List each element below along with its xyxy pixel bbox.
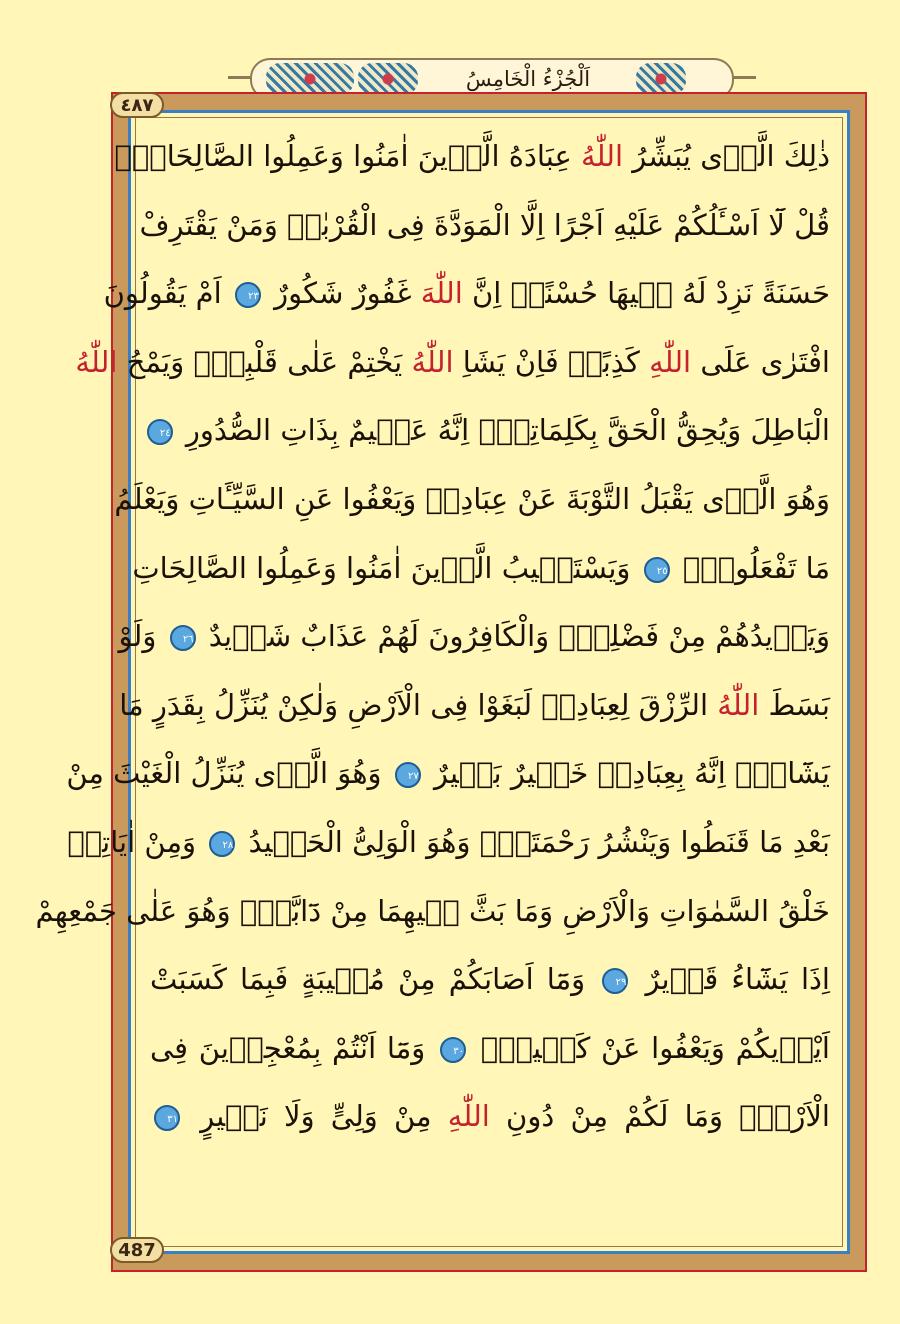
ayah-number-marker: ٣٠ (440, 1037, 466, 1063)
ayah-number-marker: ٢٥ (644, 557, 670, 583)
divine-name-text: اللّٰهُ (581, 139, 624, 173)
verse-line (150, 945, 830, 1014)
verse-line (67, 808, 830, 877)
ayah-number-marker: ٢٤ (147, 419, 173, 445)
verse-text: اَيْدٖيكُمْ وَيَعْفُوا عَنْ كَثٖيرٍۜ (470, 1030, 830, 1065)
verse-text: وَمَٓا اَنْتُمْ بِمُعْجِزٖينَ فِى (150, 1030, 437, 1065)
verse-line (114, 465, 830, 534)
ayah-number-marker: ٢٨ (209, 831, 235, 857)
juz-title: اَلْجُزْءُ الْخَامِسُ (465, 67, 591, 91)
verse-text: خَلْقُ السَّمٰوَاتِ وَالْاَرْضِ وَمَا بَثَّ فٖيهِمَا مِنْ دَٓابَّةٍۜ وَهُوَ عَلٰى جَمْعِهِمْ (35, 893, 830, 928)
verse-line (114, 122, 830, 191)
verse-line (150, 1014, 830, 1083)
verse-line (150, 1082, 830, 1151)
verse-text: بَعْدِ مَا قَنَطُوا وَيَنْشُرُ رَحْمَتَهُۜ وَهُوَ الْوَلِىُّ الْحَمٖيدُ (239, 824, 830, 859)
divine-name-text: اللّٰهِ (447, 1099, 490, 1134)
header-ornament-left-inner (358, 63, 418, 95)
divine-name-text: اللّٰهُ (75, 344, 118, 379)
verse-text: مِنْ وَلِىٍّ وَلَا نَصٖيرٍ (184, 1099, 448, 1134)
ayah-number-marker: ٢٦ (170, 625, 196, 651)
verse-text: كَذِبًاۚ فَاِنْ يَشَاِ (453, 344, 650, 379)
verse-line (139, 191, 830, 260)
verse-text: بَسَطَ (759, 687, 830, 722)
header-ornament-right (636, 63, 686, 95)
verse-text: غَفُورٌ شَكُورٌ (264, 276, 421, 311)
verse-text: وَمِنْ اٰيَاتِهٖ (67, 824, 206, 859)
ayah-number-marker: ٣١ (154, 1105, 180, 1131)
ayah-number-marker: ٢٣ (235, 282, 261, 308)
ayah-number-marker: ٢٩ (602, 968, 628, 994)
verse-text: ذٰلِكَ الَّذٖى يُبَشِّرُ (623, 139, 830, 173)
verse-line (66, 739, 830, 808)
ayah-number-marker: ٢٧ (395, 762, 421, 788)
verse-text: مَا تَفْعَلُونَۙ (673, 550, 830, 585)
verse-line (118, 602, 830, 671)
verse-line (119, 671, 830, 740)
verse-text: يَخْتِمْ عَلٰى قَلْبِكَۜ وَيَمْحُ (117, 344, 412, 379)
verse-text: حَسَنَةً نَزِدْ لَهُ فٖيهَا حُسْنًاۜ اِنَّ (462, 276, 830, 311)
divine-name-text: اللّٰهَ (420, 276, 463, 311)
verse-text: وَيَزٖيدُهُمْ مِنْ فَضْلِهٖۜ وَالْكَافِرُونَ لَهُمْ عَذَابٌ شَدٖيدٌ (199, 619, 830, 654)
verse-text: افْتَرٰى عَلَى (691, 344, 830, 379)
verse-line (150, 396, 830, 465)
verse-text: يَشَٓاءُۜ اِنَّهُ بِعِبَادِهٖ خَبٖيرٌ بَصٖيرٌ (424, 756, 830, 791)
verse-text: وَهُوَ الَّذٖى يَقْبَلُ التَّوْبَةَ عَنْ عِبَادِهٖ وَيَعْفُوا عَنِ السَّيِّـَٔاتِ وَيَعْلَمُ (114, 481, 830, 516)
verse-line (35, 877, 830, 946)
verse-text: وَمَٓا اَصَابَكُمْ مِنْ مُصٖيبَةٍ فَبِمَا كَسَبَتْ (150, 962, 599, 997)
verse-text: اَمْ يَقُولُونَ (103, 276, 231, 311)
verse-text: الْاَرْضِۚ وَمَا لَكُمْ مِنْ دُونِ (489, 1099, 830, 1134)
verse-text: قُلْ لَٓا اَسْـَٔلُكُمْ عَلَيْهِ اَجْرًا اِلَّا الْمَوَدَّةَ فِى الْقُرْبٰىۜ وَمَنْ يَقْتَرِفْ (139, 207, 830, 242)
mushaf-text-block (35, 122, 830, 1151)
verse-text: وَهُوَ الَّذٖى يُنَزِّلُ الْغَيْثَ مِنْ (66, 756, 391, 791)
verse-line (103, 259, 830, 328)
verse-text: وَلَوْ (118, 619, 166, 654)
divine-name-text: اللّٰهِ (649, 344, 692, 379)
divine-name-text: اللّٰهُ (411, 344, 454, 379)
verse-text: وَيَسْتَجٖيبُ الَّذٖينَ اٰمَنُوا وَعَمِلُوا الصَّالِحَاتِ (132, 550, 640, 585)
verse-line (75, 328, 830, 397)
verse-text: الْبَاطِلَ وَيُحِقُّ الْحَقَّ بِكَلِمَاتِهٖۜ اِنَّهُ عَلٖيمٌ بِذَاتِ الصُّدُورِ (176, 413, 830, 448)
page-number-arabic: ٤٨٧ (110, 92, 164, 118)
verse-line (132, 534, 830, 603)
verse-text: اِذَا يَشَٓاءُ قَدٖيرٌ (632, 962, 830, 997)
verse-text: عِبَادَهُ الَّذٖينَ اٰمَنُوا وَعَمِلُوا الصَّالِحَاتِۜ (114, 139, 582, 173)
divine-name-text: اللّٰهُ (717, 687, 760, 722)
verse-text: الرِّزْقَ لِعِبَادِهٖ لَبَغَوْا فِى الْاَرْضِ وَلٰكِنْ يُنَزِّلُ بِقَدَرٍ مَا (119, 687, 718, 722)
header-ornament-left (266, 63, 354, 95)
page-number: 487 (110, 1237, 164, 1263)
